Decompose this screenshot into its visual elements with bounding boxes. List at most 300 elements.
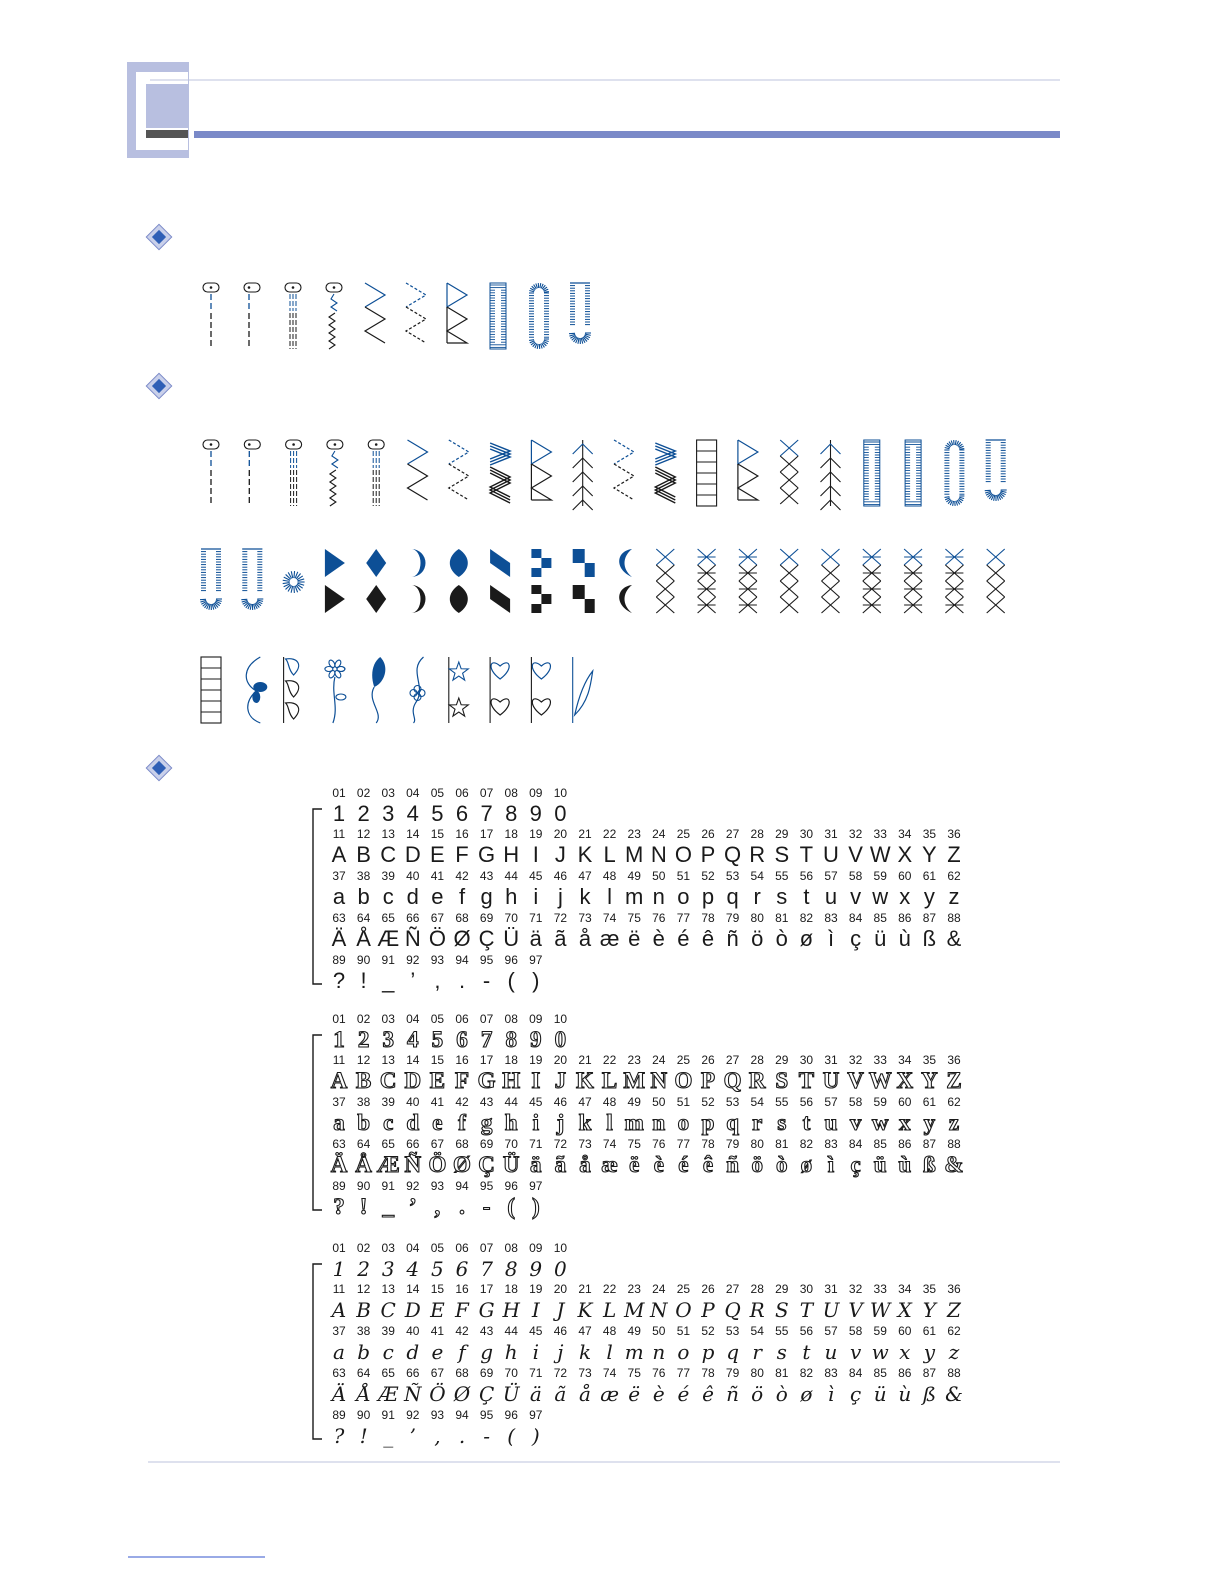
character-glyph: 4 [405, 1257, 419, 1281]
character-glyph: ä [530, 926, 543, 951]
character-number: 47 [578, 1095, 592, 1109]
character-glyph: F [455, 842, 468, 867]
character-glyph: ü [874, 1152, 887, 1177]
character-glyph: E [430, 1068, 445, 1093]
character-glyph: d [406, 1340, 419, 1364]
character-number: 63 [332, 911, 346, 925]
character-number: 58 [849, 1095, 863, 1109]
stitch-pattern-icon [490, 283, 506, 349]
stitch-pattern-icon [739, 549, 757, 613]
character-glyph: A [330, 1298, 346, 1322]
character-glyph: B [356, 842, 371, 867]
character-number: 83 [824, 911, 838, 925]
header-accent-bar [194, 131, 1060, 138]
stitch-pattern-icon [573, 549, 595, 613]
character-glyph: N [649, 1298, 669, 1322]
character-number: 26 [701, 827, 715, 841]
character-number: 47 [578, 869, 592, 883]
character-glyph: & [947, 926, 962, 951]
character-number: 91 [382, 1179, 396, 1193]
character-glyph: Æ [377, 1152, 400, 1177]
character-number: 34 [898, 827, 912, 841]
character-number: 73 [578, 911, 592, 925]
character-number: 77 [677, 911, 691, 925]
character-number: 20 [554, 827, 568, 841]
character-number: 08 [505, 1241, 519, 1255]
stitch-pattern-icon [656, 549, 674, 613]
character-number: 35 [923, 1282, 937, 1296]
character-number: 77 [677, 1137, 691, 1151]
character-number: 17 [480, 1053, 494, 1067]
stitch-pattern-icon [450, 549, 468, 613]
character-glyph: r [752, 1110, 762, 1135]
character-number: 18 [505, 1053, 519, 1067]
character-glyph: I [531, 1068, 540, 1093]
character-glyph: ù [898, 1382, 911, 1406]
character-glyph: H [503, 842, 519, 867]
stitch-pattern-icon [241, 549, 263, 610]
character-number: 87 [923, 1366, 937, 1380]
character-glyph: O [675, 1298, 691, 1322]
character-number: 19 [529, 827, 543, 841]
character-glyph: f [458, 1110, 466, 1135]
stitch-pattern-icon [780, 549, 798, 613]
character-number: 19 [529, 1053, 543, 1067]
character-glyph: u [825, 1110, 838, 1135]
character-glyph: å [579, 926, 592, 951]
character-number: 41 [431, 1095, 445, 1109]
character-glyph: 5 [431, 801, 443, 826]
character-number: 41 [431, 1324, 445, 1338]
character-glyph: n [652, 1110, 665, 1135]
character-glyph: c [383, 1340, 394, 1364]
character-number: 67 [431, 1366, 445, 1380]
character-number: 29 [775, 1053, 789, 1067]
character-glyph: 6 [456, 1027, 468, 1052]
character-number: 36 [947, 1282, 961, 1296]
character-glyph: Æ [377, 926, 399, 951]
character-number: 90 [357, 953, 371, 967]
character-number: 91 [382, 1408, 396, 1422]
character-number: 60 [898, 1324, 912, 1338]
character-glyph: z [949, 1110, 959, 1135]
character-glyph: _ [383, 1424, 393, 1448]
character-glyph: V [848, 842, 863, 867]
character-glyph: D [404, 1068, 421, 1093]
character-glyph: M [625, 842, 643, 867]
character-number: 45 [529, 1095, 543, 1109]
character-glyph: K [576, 1068, 594, 1093]
character-glyph: é [677, 1382, 689, 1406]
character-number: 97 [529, 953, 543, 967]
diamond-bullet-icon [146, 224, 171, 249]
character-number: 49 [628, 869, 642, 883]
character-glyph: è [653, 926, 665, 951]
stitch-pattern-icon [490, 443, 510, 503]
character-glyph: Ñ [404, 1152, 421, 1177]
character-glyph: . [459, 1424, 465, 1448]
page-footer [128, 1462, 1060, 1557]
character-number: 43 [480, 869, 494, 883]
character-glyph: X [897, 842, 912, 867]
character-glyph: q [726, 1340, 739, 1364]
character-glyph: X [896, 1068, 913, 1093]
character-number: 13 [382, 1053, 396, 1067]
character-glyph: x [899, 884, 910, 909]
character-number: 58 [849, 869, 863, 883]
stitch-pattern-charts [200, 283, 1007, 723]
character-glyph: ö [751, 1382, 763, 1406]
character-number: 09 [529, 1241, 543, 1255]
stitch-pattern-icon [286, 440, 302, 506]
character-number: 71 [529, 911, 543, 925]
character-number: 37 [332, 1095, 346, 1109]
character-number: 42 [455, 869, 469, 883]
character-glyph: Ä [330, 1382, 346, 1406]
character-number: 85 [874, 1366, 888, 1380]
character-glyph: ø [799, 1382, 813, 1406]
character-glyph: A [332, 842, 347, 867]
character-number: 39 [382, 1324, 396, 1338]
character-glyph: ’ [409, 1194, 417, 1219]
character-number: 32 [849, 1282, 863, 1296]
character-glyph: b [357, 884, 369, 909]
character-number: 67 [431, 1137, 445, 1151]
character-glyph: å [579, 1152, 591, 1177]
table-bracket [313, 1264, 322, 1439]
stitch-pattern-icon [944, 440, 964, 506]
character-number: 55 [775, 869, 789, 883]
character-glyph: æ [600, 926, 620, 951]
character-glyph: 4 [407, 801, 419, 826]
stitch-pattern-icon [285, 283, 301, 349]
character-glyph: Å [356, 926, 371, 951]
character-glyph: U [823, 842, 839, 867]
character-glyph: 3 [382, 1027, 394, 1052]
character-glyph: M [623, 1068, 645, 1093]
character-glyph: z [948, 1340, 960, 1364]
character-number: 31 [824, 827, 838, 841]
character-number: 29 [775, 1282, 789, 1296]
character-number: 08 [505, 1012, 519, 1026]
character-glyph: D [405, 842, 421, 867]
character-glyph: S [775, 1298, 789, 1322]
character-number: 74 [603, 1366, 617, 1380]
character-glyph: Ü [503, 1381, 521, 1406]
stitch-pattern-icon [821, 440, 841, 510]
character-number: 26 [701, 1282, 715, 1296]
character-number: 47 [578, 1324, 592, 1338]
character-glyph: ë [629, 1152, 639, 1177]
character-glyph: è [654, 1152, 664, 1177]
character-glyph: q [726, 884, 738, 909]
stitch-pattern-icon [366, 549, 386, 613]
character-number: 68 [455, 911, 469, 925]
stitch-pattern-icon [449, 657, 469, 723]
character-glyph: ? [333, 1194, 345, 1219]
character-number: 16 [455, 827, 469, 841]
character-number: 07 [480, 1241, 494, 1255]
character-glyph: A [331, 1068, 348, 1093]
character-number: 02 [357, 1012, 371, 1026]
character-glyph: Ø [453, 926, 470, 951]
character-glyph: _ [381, 1194, 394, 1219]
character-glyph: 9 [530, 801, 542, 826]
character-glyph: Ñ [403, 1382, 423, 1406]
character-glyph: 5 [431, 1257, 444, 1281]
character-number: 59 [874, 1095, 888, 1109]
character-glyph: ( [508, 968, 516, 993]
character-glyph: F [455, 1068, 469, 1093]
character-glyph: , [434, 1424, 440, 1448]
character-glyph: q [726, 1110, 739, 1135]
character-number: 13 [382, 1282, 396, 1296]
character-number: 09 [529, 1012, 543, 1026]
character-glyph: w [872, 1340, 889, 1364]
table-bracket [313, 809, 322, 984]
character-glyph: . [459, 1194, 465, 1219]
character-glyph: P [701, 1068, 715, 1093]
character-number: 93 [431, 1408, 445, 1422]
character-number: 04 [406, 786, 420, 800]
character-glyph: P [700, 1298, 715, 1322]
character-glyph: w [872, 1110, 889, 1135]
character-glyph: Ö [429, 1381, 445, 1406]
character-number: 48 [603, 869, 617, 883]
character-glyph: ñ [726, 1152, 739, 1177]
character-glyph: L [603, 842, 615, 867]
character-number: 10 [554, 1241, 568, 1255]
character-glyph: B [356, 1068, 371, 1093]
character-number: 39 [382, 1095, 396, 1109]
character-number: 54 [751, 1324, 765, 1338]
character-number: 46 [554, 869, 568, 883]
character-glyph: ã [554, 926, 567, 951]
character-glyph: ) [532, 1194, 540, 1219]
stitch-pattern-icon [863, 549, 881, 613]
character-number: 60 [898, 869, 912, 883]
character-number: 12 [357, 1282, 371, 1296]
character-glyph: o [677, 884, 689, 909]
character-glyph: p [702, 884, 714, 909]
character-glyph: Ö [428, 1152, 446, 1177]
stitch-pattern-icon [738, 440, 758, 500]
character-glyph: h [505, 1340, 518, 1364]
character-glyph: H [501, 1298, 520, 1322]
character-number: 86 [898, 1366, 912, 1380]
character-number: 64 [357, 1366, 371, 1380]
character-glyph: a [333, 884, 346, 909]
character-number: 23 [628, 1053, 642, 1067]
character-glyph: ì [828, 926, 834, 951]
character-number: 17 [480, 1282, 494, 1296]
stitch-pattern-icon [244, 440, 260, 506]
character-glyph: C [380, 842, 396, 867]
stitch-pattern-icon [284, 657, 299, 723]
character-glyph: ( [507, 1424, 516, 1448]
character-glyph: k [580, 884, 592, 909]
character-number: 75 [628, 1137, 642, 1151]
character-glyph: ç [850, 1382, 861, 1406]
character-glyph: S [775, 1068, 788, 1093]
character-glyph: - [483, 968, 490, 993]
character-glyph: 3 [382, 1257, 395, 1281]
table-bracket [313, 1035, 322, 1210]
character-number: 22 [603, 1282, 617, 1296]
character-number: 70 [505, 1366, 519, 1380]
character-tables [313, 786, 964, 1448]
character-glyph: ? [334, 1424, 345, 1448]
character-number: 30 [800, 827, 814, 841]
character-number: 27 [726, 1053, 740, 1067]
character-number: 37 [332, 869, 346, 883]
character-glyph: R [749, 1068, 766, 1093]
character-glyph: æ [601, 1152, 618, 1177]
character-glyph: p [702, 1110, 715, 1135]
character-glyph: L [602, 1298, 616, 1322]
stitch-pattern-icon [203, 440, 219, 506]
character-glyph: G [478, 1068, 496, 1093]
character-glyph: ù [899, 926, 911, 951]
character-glyph: g [481, 1110, 493, 1135]
character-glyph: V [847, 1068, 864, 1093]
character-number: 57 [824, 1095, 838, 1109]
character-glyph: g [480, 1340, 493, 1364]
stitch-pattern-icon [985, 440, 1007, 501]
character-glyph: v [850, 884, 861, 909]
character-number: 53 [726, 1095, 740, 1109]
character-number: 01 [332, 1241, 346, 1255]
character-glyph: J [555, 1068, 567, 1093]
character-number: 16 [455, 1282, 469, 1296]
character-number: 80 [751, 911, 765, 925]
character-glyph: ç [850, 926, 861, 951]
character-glyph: 9 [529, 1257, 542, 1281]
character-number: 22 [603, 1053, 617, 1067]
character-glyph: ß [921, 1382, 936, 1406]
character-number: 42 [455, 1324, 469, 1338]
character-number: 46 [554, 1324, 568, 1338]
character-glyph: T [800, 842, 813, 867]
character-number: 35 [923, 1053, 937, 1067]
stitch-pattern-icon [531, 657, 550, 723]
character-number: 88 [947, 1366, 961, 1380]
character-number: 36 [947, 827, 961, 841]
character-glyph: 7 [480, 801, 492, 826]
header-square [146, 84, 188, 128]
stitch-pattern-icon [283, 571, 305, 593]
character-glyph: G [479, 1298, 495, 1322]
stitch-pattern-icon [573, 657, 593, 723]
character-number: 79 [726, 1366, 740, 1380]
stitch-pattern-icon [614, 440, 634, 500]
character-number: 31 [824, 1282, 838, 1296]
character-glyph: f [459, 884, 466, 909]
script-font-table [313, 1241, 963, 1448]
character-number: 78 [701, 1366, 715, 1380]
character-number: 72 [554, 1366, 568, 1380]
character-glyph: l [606, 1340, 612, 1364]
character-glyph: l [607, 884, 612, 909]
character-number: 25 [677, 827, 691, 841]
character-glyph: x [899, 1110, 911, 1135]
character-number: 06 [455, 786, 469, 800]
character-glyph: y [924, 884, 935, 909]
character-glyph: ò [776, 926, 788, 951]
character-glyph: a [333, 1110, 345, 1135]
character-number: 90 [357, 1179, 371, 1193]
character-number: 15 [431, 1053, 445, 1067]
character-number: 77 [677, 1366, 691, 1380]
character-number: 15 [431, 827, 445, 841]
character-glyph: , [435, 1194, 441, 1219]
character-glyph: ã [555, 1152, 567, 1177]
character-number: 03 [382, 1241, 396, 1255]
stitch-pattern-icon [201, 657, 221, 723]
stitch-pattern-icon [246, 657, 267, 723]
stitch-pattern-icon [326, 283, 342, 349]
character-number: 66 [406, 1137, 420, 1151]
character-glyph: Ñ [405, 926, 421, 951]
character-number: 05 [431, 1241, 445, 1255]
character-glyph: ç [850, 1152, 860, 1177]
character-number: 33 [874, 1053, 888, 1067]
character-glyph: t [803, 884, 809, 909]
character-number: 80 [751, 1366, 765, 1380]
stitch-pattern-icon [904, 549, 922, 613]
character-glyph: k [579, 1340, 591, 1364]
character-glyph: ì [828, 1382, 834, 1406]
character-glyph: E [430, 842, 445, 867]
character-number: 94 [455, 953, 469, 967]
character-number: 88 [947, 911, 961, 925]
character-glyph: ö [751, 1152, 763, 1177]
character-glyph: ( [507, 1194, 515, 1219]
character-number: 31 [824, 1053, 838, 1067]
character-glyph: - [483, 1424, 490, 1448]
stitch-pattern-icon [573, 440, 593, 510]
character-number: 19 [529, 1282, 543, 1296]
character-glyph: Y [923, 1298, 938, 1322]
character-glyph: ø [801, 1152, 813, 1177]
character-glyph: ã [554, 1382, 566, 1406]
character-glyph: é [678, 1152, 688, 1177]
character-number: 04 [406, 1012, 420, 1026]
character-glyph: ñ [726, 926, 738, 951]
character-number: 74 [603, 911, 617, 925]
character-number: 60 [898, 1095, 912, 1109]
character-number: 29 [775, 827, 789, 841]
character-number: 01 [332, 1012, 346, 1026]
character-glyph: I [533, 842, 539, 867]
character-number: 48 [603, 1324, 617, 1338]
character-glyph: i [533, 1340, 539, 1364]
page-header [127, 62, 1060, 158]
character-glyph: Ö [429, 926, 446, 951]
character-glyph: ë [628, 926, 640, 951]
character-number: 13 [382, 827, 396, 841]
character-number: 83 [824, 1137, 838, 1151]
character-number: 62 [947, 1324, 961, 1338]
character-number: 89 [332, 1408, 346, 1422]
character-glyph: i [533, 1110, 540, 1135]
character-glyph: s [776, 884, 787, 909]
character-glyph: t [802, 1340, 811, 1364]
character-number: 16 [455, 1053, 469, 1067]
character-number: 75 [628, 911, 642, 925]
character-number: 23 [628, 827, 642, 841]
character-number: 44 [505, 1095, 519, 1109]
